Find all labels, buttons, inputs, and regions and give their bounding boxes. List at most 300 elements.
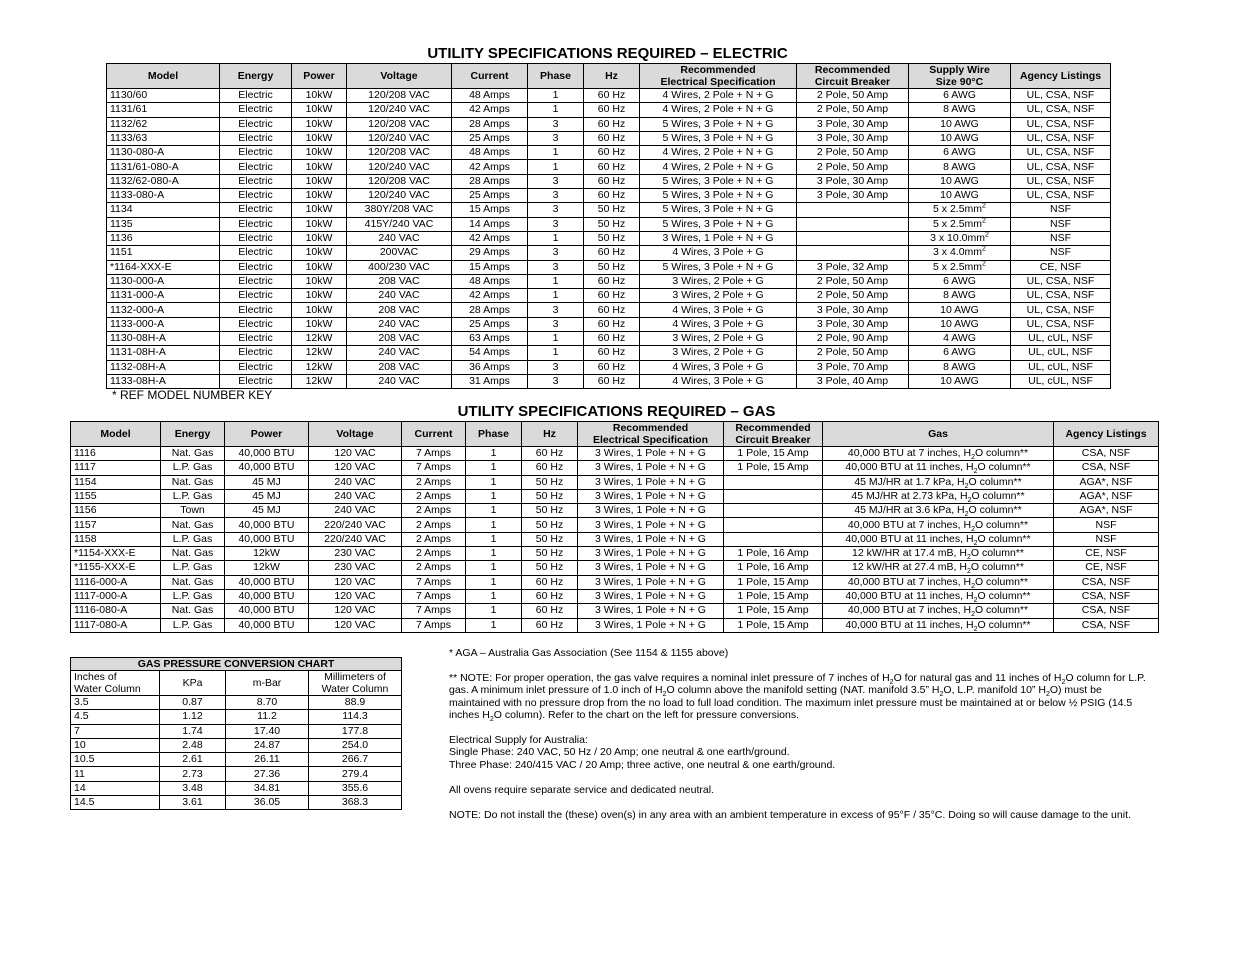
table-row — [107, 103, 1111, 117]
electric-header-4: Current — [452, 64, 528, 89]
gas-cell: 1116-000-A — [71, 575, 161, 589]
pressure-header-0: Inches of Water Column — [71, 671, 160, 696]
electric-cell: 42 Amps — [452, 103, 528, 117]
gas-cell: Nat. Gas — [161, 547, 225, 561]
electric-cell: 2 Pole, 50 Amp — [797, 346, 909, 360]
electric-cell: 10kW — [292, 303, 347, 317]
pressure-cell: 14 — [71, 781, 160, 795]
electric-cell: 3 — [528, 246, 584, 260]
table-row — [71, 547, 1159, 561]
gas-header-2: Power — [225, 422, 309, 447]
electric-cell: 28 Amps — [452, 174, 528, 188]
table-row — [71, 696, 402, 710]
table-row — [107, 374, 1111, 388]
electric-cell: 3 x $10.0mm^2$ — [909, 231, 1011, 245]
electric-cell: 28 Amps — [452, 117, 528, 131]
electric-cell: 2 Pole, 90 Amp — [797, 332, 909, 346]
electric-cell: 3 — [528, 317, 584, 331]
gas-cell: 40,000 BTU — [225, 575, 309, 589]
electric-cell: 2 Pole, 50 Amp — [797, 289, 909, 303]
electric-cell: 4 Wires, 3 Pole + G — [640, 303, 797, 317]
table-row — [71, 796, 402, 810]
electric-cell: 10kW — [292, 146, 347, 160]
pressure-cell: 2.61 — [160, 753, 226, 767]
electric-cell: 4 AWG — [909, 332, 1011, 346]
pressure-cell: 14.5 — [71, 796, 160, 810]
pressure-cell: 266.7 — [309, 753, 402, 767]
electric-cell: 415Y/240 VAC — [347, 217, 452, 231]
table-row — [107, 203, 1111, 217]
pressure-cell: 0.87 — [160, 696, 226, 710]
electric-cell: 1 — [528, 231, 584, 245]
gas-cell: 1 — [466, 518, 522, 532]
electric-cell: 48 Amps — [452, 274, 528, 288]
gas-cell: Nat. Gas — [161, 575, 225, 589]
table-row — [71, 575, 1159, 589]
electric-cell: 6 AWG — [909, 346, 1011, 360]
electric-cell: 48 Amps — [452, 146, 528, 160]
electric-cell: 1 — [528, 274, 584, 288]
gas-cell: 2 Amps — [402, 475, 466, 489]
electric-cell: Electric — [220, 317, 292, 331]
gas-cell: 240 VAC — [309, 489, 402, 503]
electric-cell: 25 Amps — [452, 189, 528, 203]
gas-cell: 40,000 BTU at 7 inches, $H_2O$ column** — [823, 575, 1054, 589]
gas-cell: L.P. Gas — [161, 589, 225, 603]
electric-cell: 120/208 VAC — [347, 117, 452, 131]
electric-cell: 1133-08H-A — [107, 374, 220, 388]
gas-cell: 45 MJ/HR at 3.6 kPa, $H_2O$ column** — [823, 504, 1054, 518]
electric-cell: 29 Amps — [452, 246, 528, 260]
electric-cell: 36 Amps — [452, 360, 528, 374]
electric-cell: 1 — [528, 103, 584, 117]
electric-cell: UL, CSA, NSF — [1011, 174, 1111, 188]
electric-header-8: Recommended Circuit Breaker — [797, 64, 909, 89]
electric-cell: 3 x $4.0mm^2$ — [909, 246, 1011, 260]
gas-cell: 12 kW/HR at 27.4 mB, $H_2O$ column** — [823, 561, 1054, 575]
gas-cell: 60 Hz — [522, 461, 578, 475]
table-row — [71, 461, 1159, 475]
electric-cell: 5 Wires, 3 Pole + N + G — [640, 260, 797, 274]
gas-cell: *1154-XXX-E — [71, 547, 161, 561]
gas-cell: 40,000 BTU — [225, 618, 309, 632]
electric-cell: 42 Amps — [452, 160, 528, 174]
table-row — [107, 146, 1111, 160]
electric-cell: 3 Pole, 30 Amp — [797, 189, 909, 203]
electric-cell: 25 Amps — [452, 131, 528, 145]
electric-cell: 1133-080-A — [107, 189, 220, 203]
gas-cell: Nat. Gas — [161, 518, 225, 532]
table-row — [107, 303, 1111, 317]
electric-cell: 1132-08H-A — [107, 360, 220, 374]
table-row — [107, 231, 1111, 245]
electric-cell: 10kW — [292, 246, 347, 260]
electric-cell: 120/208 VAC — [347, 146, 452, 160]
gas-cell: 50 Hz — [522, 489, 578, 503]
electric-cell: 5 Wires, 3 Pole + N + G — [640, 203, 797, 217]
table-row — [107, 289, 1111, 303]
table-row — [107, 189, 1111, 203]
table-row — [71, 710, 402, 724]
electric-cell: 60 Hz — [584, 317, 640, 331]
electric-cell: 4 Wires, 2 Pole + N + G — [640, 89, 797, 103]
gas-header-5: Phase — [466, 422, 522, 447]
electric-cell: 10kW — [292, 189, 347, 203]
gas-header-4: Current — [402, 422, 466, 447]
gas-cell: Nat. Gas — [161, 604, 225, 618]
electric-cell: 4 Wires, 3 Pole + G — [640, 374, 797, 388]
electric-cell: Electric — [220, 174, 292, 188]
electric-cell: 5 Wires, 3 Pole + N + G — [640, 117, 797, 131]
table-row — [107, 246, 1111, 260]
electric-cell: 1132/62-080-A — [107, 174, 220, 188]
gas-cell: AGA*, NSF — [1054, 489, 1159, 503]
gas-cell: 1 — [466, 575, 522, 589]
electric-cell: 1151 — [107, 246, 220, 260]
electric-header-1: Energy — [220, 64, 292, 89]
table-row — [107, 117, 1111, 131]
electric-cell: 380Y/208 VAC — [347, 203, 452, 217]
gas-cell: 3 Wires, 1 Pole + N + G — [578, 504, 724, 518]
gas-cell: 3 Wires, 1 Pole + N + G — [578, 518, 724, 532]
gas-cell: 7 Amps — [402, 604, 466, 618]
table-row — [71, 532, 1159, 546]
gas-cell: 45 MJ — [225, 475, 309, 489]
electric-cell: 5 x $2.5mm^2$ — [909, 260, 1011, 274]
gas-cell: 1 — [466, 589, 522, 603]
gas-cell: 3 Wires, 1 Pole + N + G — [578, 547, 724, 561]
electric-cell: 208 VAC — [347, 360, 452, 374]
electric-body — [107, 89, 1111, 389]
electric-cell: Electric — [220, 374, 292, 388]
gas-cell: CE, NSF — [1054, 547, 1159, 561]
electric-cell: 60 Hz — [584, 160, 640, 174]
electric-cell: 3 Pole, 30 Amp — [797, 117, 909, 131]
electric-cell: 60 Hz — [584, 146, 640, 160]
gas-cell: AGA*, NSF — [1054, 504, 1159, 518]
electric-cell: 60 Hz — [584, 360, 640, 374]
electric-cell: 10kW — [292, 289, 347, 303]
electric-cell: Electric — [220, 274, 292, 288]
gas-cell: 1 — [466, 604, 522, 618]
electric-cell: 2 Pole, 50 Amp — [797, 160, 909, 174]
electric-cell: 3 — [528, 374, 584, 388]
electric-cell: 60 Hz — [584, 374, 640, 388]
electric-cell: Electric — [220, 146, 292, 160]
electric-cell: 208 VAC — [347, 303, 452, 317]
gas-cell: 60 Hz — [522, 618, 578, 632]
electric-cell: 3 Wires, 2 Pole + G — [640, 346, 797, 360]
gas-cell: 40,000 BTU at 11 inches, $H_2O$ column** — [823, 461, 1054, 475]
electric-cell: UL, CSA, NSF — [1011, 146, 1111, 160]
table-row — [107, 274, 1111, 288]
electric-header-10: Agency Listings — [1011, 64, 1111, 89]
electric-cell: 1133-000-A — [107, 317, 220, 331]
electric-cell: 60 Hz — [584, 89, 640, 103]
electric-cell: Electric — [220, 131, 292, 145]
electric-cell: 4 Wires, 2 Pole + N + G — [640, 160, 797, 174]
electric-cell: 28 Amps — [452, 303, 528, 317]
electric-cell: 63 Amps — [452, 332, 528, 346]
electric-header-7: Recommended Electrical Specification — [640, 64, 797, 89]
electric-cell: 10kW — [292, 203, 347, 217]
electric-cell: 120/208 VAC — [347, 89, 452, 103]
table-row — [71, 504, 1159, 518]
electric-cell: 10kW — [292, 89, 347, 103]
gas-cell: 2 Amps — [402, 547, 466, 561]
electric-cell: 8 AWG — [909, 289, 1011, 303]
australia-single-phase: Single Phase: 240 VAC, 50 Hz / 20 Amp; one neutral & one earth/ground. — [449, 746, 790, 759]
table-row — [71, 561, 1159, 575]
electric-cell: NSF — [1011, 217, 1111, 231]
gas-cell: 1 Pole, 15 Amp — [724, 618, 823, 632]
electric-cell: UL, cUL, NSF — [1011, 360, 1111, 374]
electric-cell: 208 VAC — [347, 274, 452, 288]
electric-cell: 10 AWG — [909, 189, 1011, 203]
electric-cell: 5 Wires, 3 Pole + N + G — [640, 174, 797, 188]
table-row — [71, 475, 1159, 489]
gas-cell: 3 Wires, 1 Pole + N + G — [578, 618, 724, 632]
electric-cell: 10kW — [292, 174, 347, 188]
electric-cell: 3 Wires, 1 Pole + N + G — [640, 231, 797, 245]
gas-cell: 7 Amps — [402, 575, 466, 589]
gas-body — [71, 447, 1159, 633]
electric-cell: 8 AWG — [909, 103, 1011, 117]
electric-cell: 5 x $2.5mm^2$ — [909, 203, 1011, 217]
electric-cell: 1 — [528, 89, 584, 103]
electric-cell: 15 Amps — [452, 203, 528, 217]
electric-cell: 31 Amps — [452, 374, 528, 388]
gas-cell: L.P. Gas — [161, 532, 225, 546]
gas-cell — [724, 475, 823, 489]
electric-cell: 60 Hz — [584, 274, 640, 288]
pressure-cell: 88.9 — [309, 696, 402, 710]
gas-cell: 1117 — [71, 461, 161, 475]
pressure-cell: 27.36 — [226, 767, 309, 781]
electric-cell: 240 VAC — [347, 374, 452, 388]
electric-header-3: Voltage — [347, 64, 452, 89]
electric-cell: 8 AWG — [909, 360, 1011, 374]
electric-cell: 60 Hz — [584, 289, 640, 303]
pressure-cell: 3.61 — [160, 796, 226, 810]
electric-cell: 3 Pole, 30 Amp — [797, 303, 909, 317]
electric-cell: 10kW — [292, 260, 347, 274]
gas-cell: 1157 — [71, 518, 161, 532]
electric-cell: 6 AWG — [909, 146, 1011, 160]
gas-cell: L.P. Gas — [161, 561, 225, 575]
electric-header-0: Model — [107, 64, 220, 89]
electric-cell: 1 — [528, 289, 584, 303]
gas-cell: 7 Amps — [402, 447, 466, 461]
electric-cell: 12kW — [292, 360, 347, 374]
electric-cell: UL, CSA, NSF — [1011, 160, 1111, 174]
gas-cell: CSA, NSF — [1054, 604, 1159, 618]
electric-cell: Electric — [220, 217, 292, 231]
table-row — [71, 447, 1159, 461]
electric-cell: 3 — [528, 217, 584, 231]
pressure-cell: 11 — [71, 767, 160, 781]
electric-cell: 25 Amps — [452, 317, 528, 331]
table-row — [71, 589, 1159, 603]
electric-cell: 120/208 VAC — [347, 174, 452, 188]
electric-cell: 4 Wires, 3 Pole + G — [640, 360, 797, 374]
electric-header-5: Phase — [528, 64, 584, 89]
gas-cell: 1 Pole, 15 Amp — [724, 589, 823, 603]
table-row — [107, 160, 1111, 174]
gas-cell: 40,000 BTU at 7 inches, $H_2O$ column** — [823, 518, 1054, 532]
pressure-cell: 4.5 — [71, 710, 160, 724]
gas-header-7: Recommended Electrical Specification — [578, 422, 724, 447]
gas-cell: 1117-080-A — [71, 618, 161, 632]
pressure-cell: 3.48 — [160, 781, 226, 795]
pressure-cell: 17.40 — [226, 724, 309, 738]
gas-cell: 2 Amps — [402, 489, 466, 503]
electric-cell — [797, 203, 909, 217]
electric-header-row — [107, 64, 1111, 89]
gas-cell: 120 VAC — [309, 589, 402, 603]
gas-cell: 120 VAC — [309, 447, 402, 461]
service-note: All ovens require separate service and dedicated neutral. — [449, 783, 714, 796]
gas-cell: 40,000 BTU — [225, 604, 309, 618]
electric-cell: 60 Hz — [584, 117, 640, 131]
gas-cell: 1116 — [71, 447, 161, 461]
electric-cell: 6 AWG — [909, 274, 1011, 288]
gas-cell: 45 MJ — [225, 504, 309, 518]
gas-cell: 240 VAC — [309, 475, 402, 489]
electric-cell: 120/240 VAC — [347, 131, 452, 145]
electric-cell: 3 Pole, 30 Amp — [797, 174, 909, 188]
electric-cell: Electric — [220, 303, 292, 317]
gas-cell: 1 — [466, 618, 522, 632]
gas-cell: Nat. Gas — [161, 447, 225, 461]
electric-cell: 50 Hz — [584, 217, 640, 231]
electric-cell: 10kW — [292, 103, 347, 117]
pressure-header-1: KPa — [160, 671, 226, 696]
electric-cell: 1130-080-A — [107, 146, 220, 160]
gas-cell: 60 Hz — [522, 575, 578, 589]
electric-cell: CE, NSF — [1011, 260, 1111, 274]
gas-cell: 2 Amps — [402, 532, 466, 546]
pressure-cell: 2.73 — [160, 767, 226, 781]
electric-cell: 2 Pole, 50 Amp — [797, 89, 909, 103]
electric-cell: 1136 — [107, 231, 220, 245]
pressure-header-3: Millimeters of Water Column — [309, 671, 402, 696]
gas-cell: 2 Amps — [402, 504, 466, 518]
electric-cell: 1130-08H-A — [107, 332, 220, 346]
gas-cell: 240 VAC — [309, 504, 402, 518]
table-row — [107, 360, 1111, 374]
gas-cell: 40,000 BTU at 11 inches, $H_2O$ column** — [823, 532, 1054, 546]
gas-cell: 40,000 BTU — [225, 461, 309, 475]
pressure-chart-title: GAS PRESSURE CONVERSION CHART — [71, 658, 402, 671]
electric-cell: 10kW — [292, 317, 347, 331]
electric-header-2: Power — [292, 64, 347, 89]
gas-cell: 3 Wires, 1 Pole + N + G — [578, 532, 724, 546]
electric-cell: 1 — [528, 332, 584, 346]
gas-cell: 40,000 BTU — [225, 589, 309, 603]
table-row — [71, 767, 402, 781]
table-row — [107, 174, 1111, 188]
electric-cell: 1135 — [107, 217, 220, 231]
gas-cell: 50 Hz — [522, 532, 578, 546]
electric-cell: 3 Pole, 30 Amp — [797, 131, 909, 145]
electric-cell: 12kW — [292, 332, 347, 346]
electric-cell: 240 VAC — [347, 346, 452, 360]
electric-cell: 1132/62 — [107, 117, 220, 131]
electric-cell: 14 Amps — [452, 217, 528, 231]
electric-cell: 3 — [528, 260, 584, 274]
electric-cell: 1131/61-080-A — [107, 160, 220, 174]
electric-cell: 3 — [528, 203, 584, 217]
electric-cell: 60 Hz — [584, 174, 640, 188]
electric-cell: UL, CSA, NSF — [1011, 89, 1111, 103]
electric-cell: 5 Wires, 3 Pole + N + G — [640, 189, 797, 203]
gas-cell: L.P. Gas — [161, 489, 225, 503]
electric-cell: UL, CSA, NSF — [1011, 189, 1111, 203]
electric-cell: 6 AWG — [909, 89, 1011, 103]
gas-cell: 40,000 BTU at 7 inches, $H_2O$ column** — [823, 447, 1054, 461]
gas-pressure-conversion-chart — [70, 657, 402, 810]
gas-cell: CE, NSF — [1054, 561, 1159, 575]
electric-cell: 120/240 VAC — [347, 103, 452, 117]
gas-cell: 230 VAC — [309, 547, 402, 561]
electric-cell: 4 Wires, 2 Pole + N + G — [640, 103, 797, 117]
gas-cell: 1 — [466, 447, 522, 461]
gas-cell: L.P. Gas — [161, 618, 225, 632]
gas-cell: 60 Hz — [522, 604, 578, 618]
gas-cell: 3 Wires, 1 Pole + N + G — [578, 461, 724, 475]
electric-cell: 1 — [528, 160, 584, 174]
electric-cell: 208 VAC — [347, 332, 452, 346]
table-row — [71, 753, 402, 767]
gas-cell: 50 Hz — [522, 547, 578, 561]
pressure-cell: 177.8 — [309, 724, 402, 738]
gas-cell: 3 Wires, 1 Pole + N + G — [578, 575, 724, 589]
electric-cell: 60 Hz — [584, 346, 640, 360]
table-row — [107, 317, 1111, 331]
gas-cell: 1 Pole, 16 Amp — [724, 547, 823, 561]
electric-cell: NSF — [1011, 231, 1111, 245]
table-row — [107, 217, 1111, 231]
pressure-cell: 34.81 — [226, 781, 309, 795]
gas-header-8: Recommended Circuit Breaker — [724, 422, 823, 447]
electric-cell: 10 AWG — [909, 174, 1011, 188]
gas-cell: 220/240 VAC — [309, 518, 402, 532]
gas-cell: 120 VAC — [309, 604, 402, 618]
electric-cell: UL, CSA, NSF — [1011, 289, 1111, 303]
electric-cell: *1164-XXX-E — [107, 260, 220, 274]
gas-cell: 60 Hz — [522, 589, 578, 603]
electric-cell: 12kW — [292, 374, 347, 388]
electric-cell: 8 AWG — [909, 160, 1011, 174]
electric-cell: 240 VAC — [347, 317, 452, 331]
aga-note: * AGA – Australia Gas Association (See 1154 & 1155 above) — [449, 647, 729, 659]
electric-cell: 10kW — [292, 117, 347, 131]
gas-cell: 1155 — [71, 489, 161, 503]
table-row — [107, 332, 1111, 346]
gas-cell: *1155-XXX-E — [71, 561, 161, 575]
electric-cell: 3 Pole, 40 Amp — [797, 374, 909, 388]
gas-cell: 2 Amps — [402, 561, 466, 575]
gas-cell: 50 Hz — [522, 518, 578, 532]
electric-cell: UL, CSA, NSF — [1011, 274, 1111, 288]
table-row — [71, 781, 402, 795]
electric-cell: 1 — [528, 346, 584, 360]
electric-cell: 4 Wires, 3 Pole + G — [640, 246, 797, 260]
gas-cell: 1 Pole, 15 Amp — [724, 461, 823, 475]
electric-cell: 5 Wires, 3 Pole + N + G — [640, 217, 797, 231]
electric-cell: 10 AWG — [909, 131, 1011, 145]
